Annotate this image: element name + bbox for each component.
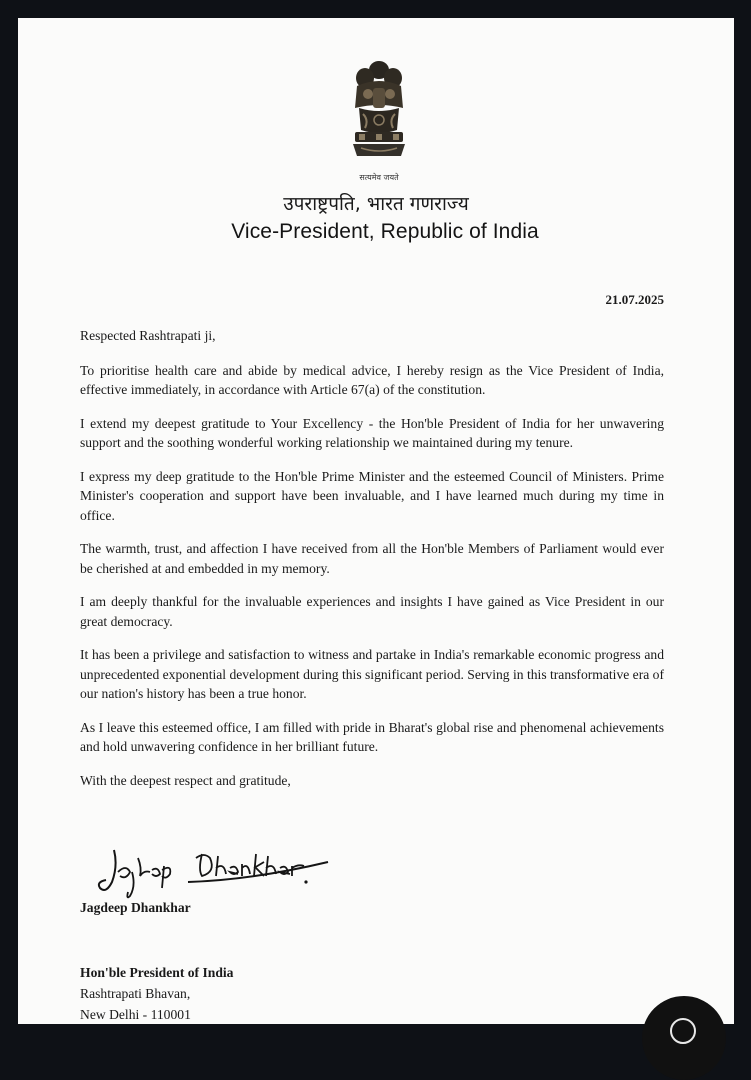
paragraph: The warmth, trust, and affection I have received from all the Hon'ble Members of Parliament would ever be cherished at and embedded in my memory.	[80, 541, 664, 576]
hindi-title: उपराष्ट्रपति, भारत गणराज्य	[283, 193, 469, 215]
circle-action-icon[interactable]	[642, 996, 726, 1080]
recipient-line: New Delhi - 110001	[80, 1007, 191, 1022]
paragraph: I am deeply thankful for the invaluable experiences and insights I have gained as Vice President in our great democracy.	[80, 594, 664, 629]
recipient-name: Hon'ble President of India	[80, 965, 234, 980]
state-emblem-icon	[343, 56, 415, 186]
paragraph: It has been a privilege and satisfaction to witness and partake in India's remarkable economic progress and unprecedented exponential development during this significant period. Serving in this transformative era of our nation's history has been a true honor.	[80, 647, 664, 701]
emblem-motto: सत्यमेव जयते	[359, 173, 399, 182]
letter-page	[18, 18, 734, 1024]
top-status-bar	[0, 0, 751, 18]
circle-ring-icon	[670, 1018, 696, 1044]
recipient-address	[80, 962, 233, 1024]
salutation: Respected Rashtrapati ji,	[80, 328, 216, 343]
signer-name: Jagdeep Dhankhar	[80, 900, 191, 915]
english-title: Vice-President, Republic of India	[231, 220, 539, 243]
closing-line: With the deepest respect and gratitude,	[80, 772, 291, 788]
paragraph: To prioritise health care and abide by medical advice, I hereby resign as the Vice President of India, effective immediately, in accordance with Article 67(a) of the constitution.	[80, 362, 664, 397]
letter-body	[80, 326, 664, 804]
recipient-line: Rashtrapati Bhavan,	[80, 986, 191, 1001]
paragraph: As I leave this esteemed office, I am filled with pride in Bharat's global rise and phenomenal achievements and hold unwavering confidence in her brilliant future.	[80, 719, 664, 754]
letter-date: 21.07.2025	[605, 292, 664, 307]
paragraph: I extend my deepest gratitude to Your Excellency - the Hon'ble President of India for her unwavering support and the soothing wonderful working relationship we maintained during my tenure.	[80, 415, 664, 450]
paragraph: I express my deep gratitude to the Hon'ble Prime Minister and the esteemed Council of Ministers. Prime Minister's cooperation and support have been invaluable, and I have learned much during my time in office.	[80, 468, 664, 523]
handwritten-signature	[92, 836, 352, 906]
